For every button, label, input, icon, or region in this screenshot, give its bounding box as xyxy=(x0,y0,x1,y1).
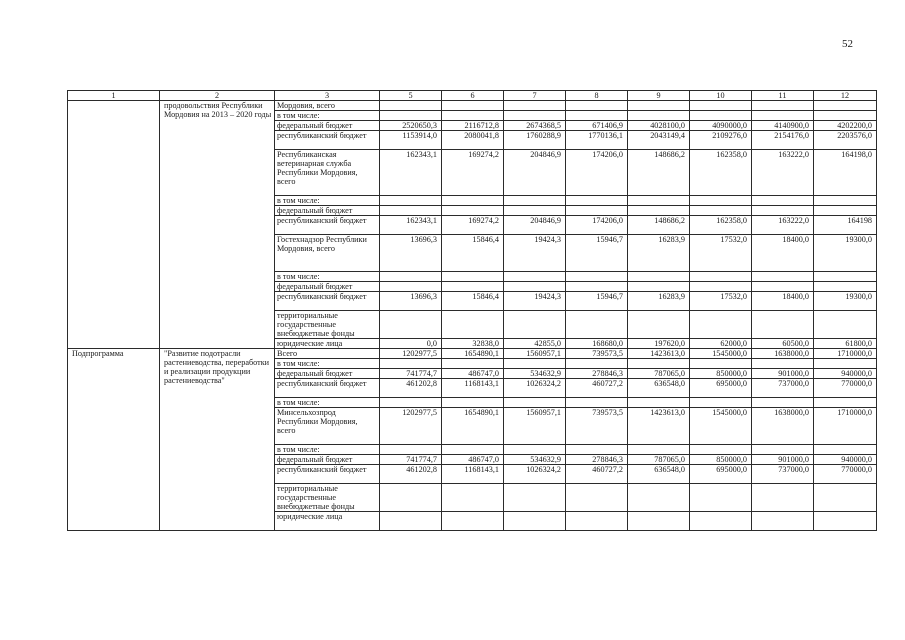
amount-cell xyxy=(628,484,690,512)
amount-cell: 42855,0 xyxy=(504,339,566,349)
page-number: 52 xyxy=(842,38,853,50)
amount-cell xyxy=(752,282,814,292)
amount-cell xyxy=(380,311,442,339)
amount-cell: 19300,0 xyxy=(814,292,877,311)
amount-cell xyxy=(442,398,504,408)
funding-source-cell: территориальные государственные внебюджетные фонды xyxy=(275,311,380,339)
amount-cell: 60500,0 xyxy=(752,339,814,349)
funding-source-cell: федеральный бюджет xyxy=(275,121,380,131)
amount-cell xyxy=(504,196,566,206)
amount-cell: 17532,0 xyxy=(690,292,752,311)
amount-cell: 174206,0 xyxy=(566,150,628,196)
funding-source-cell: территориальные государственные внебюджетные фонды xyxy=(275,484,380,512)
amount-cell: 19424,3 xyxy=(504,235,566,272)
amount-cell: 741774,7 xyxy=(380,369,442,379)
amount-cell: 695000,0 xyxy=(690,465,752,484)
amount-cell: 940000,0 xyxy=(814,369,877,379)
amount-cell xyxy=(442,111,504,121)
amount-cell xyxy=(566,282,628,292)
amount-cell xyxy=(380,359,442,369)
amount-cell: 174206,0 xyxy=(566,216,628,235)
amount-cell xyxy=(442,272,504,282)
amount-cell xyxy=(566,196,628,206)
amount-cell: 461202,8 xyxy=(380,465,442,484)
amount-cell: 1423613,0 xyxy=(628,408,690,445)
amount-cell: 2520650,3 xyxy=(380,121,442,131)
amount-cell: 13696,3 xyxy=(380,292,442,311)
amount-cell: 2116712,8 xyxy=(442,121,504,131)
amount-cell: 636548,0 xyxy=(628,379,690,398)
amount-cell: 1710000,0 xyxy=(814,408,877,445)
funding-source-cell: республиканский бюджет xyxy=(275,131,380,150)
funding-source-cell: Мордовия, всего xyxy=(275,101,380,111)
amount-cell: 16283,9 xyxy=(628,235,690,272)
amount-cell xyxy=(566,111,628,121)
amount-cell: 61800,0 xyxy=(814,339,877,349)
amount-cell xyxy=(504,111,566,121)
funding-source-cell: республиканский бюджет xyxy=(275,216,380,235)
amount-cell xyxy=(628,206,690,216)
amount-cell xyxy=(690,398,752,408)
amount-cell: 15846,4 xyxy=(442,292,504,311)
amount-cell xyxy=(504,101,566,111)
funding-source-cell: республиканский бюджет xyxy=(275,465,380,484)
amount-cell xyxy=(566,101,628,111)
funding-source-cell: в том числе: xyxy=(275,398,380,408)
amount-cell xyxy=(752,398,814,408)
funding-source-cell: в том числе: xyxy=(275,272,380,282)
amount-cell xyxy=(690,206,752,216)
amount-cell xyxy=(628,359,690,369)
amount-cell xyxy=(752,196,814,206)
col-header: 1 xyxy=(68,91,160,101)
amount-cell: 164198 xyxy=(814,216,877,235)
amount-cell: 18400,0 xyxy=(752,292,814,311)
table-row xyxy=(68,349,877,359)
budget-table xyxy=(67,90,877,531)
amount-cell: 460727,2 xyxy=(566,379,628,398)
amount-cell: 1202977,5 xyxy=(380,408,442,445)
funding-source-cell: Всего xyxy=(275,349,380,359)
program-type-cell: Подпрограмма xyxy=(68,349,160,531)
amount-cell xyxy=(814,311,877,339)
funding-source-cell: юридические лица xyxy=(275,339,380,349)
amount-cell: 741774,7 xyxy=(380,455,442,465)
amount-cell: 4090000,0 xyxy=(690,121,752,131)
amount-cell: 1168143,1 xyxy=(442,379,504,398)
amount-cell xyxy=(814,512,877,531)
amount-cell xyxy=(752,311,814,339)
amount-cell: 1026324,2 xyxy=(504,379,566,398)
amount-cell: 1638000,0 xyxy=(752,408,814,445)
amount-cell: 787065,0 xyxy=(628,455,690,465)
amount-cell xyxy=(690,282,752,292)
amount-cell xyxy=(814,111,877,121)
amount-cell: 169274,2 xyxy=(442,150,504,196)
amount-cell xyxy=(566,484,628,512)
amount-cell xyxy=(566,398,628,408)
amount-cell xyxy=(752,484,814,512)
amount-cell: 4028100,0 xyxy=(628,121,690,131)
amount-cell xyxy=(504,484,566,512)
amount-cell xyxy=(628,512,690,531)
amount-cell xyxy=(814,398,877,408)
amount-cell: 739573,5 xyxy=(566,408,628,445)
amount-cell: 1560957,1 xyxy=(504,349,566,359)
funding-source-cell: в том числе: xyxy=(275,359,380,369)
amount-cell xyxy=(566,359,628,369)
funding-source-cell: Гостехнадзор Республики Мордовия, всего xyxy=(275,235,380,272)
col-header: 12 xyxy=(814,91,877,101)
amount-cell: 1168143,1 xyxy=(442,465,504,484)
amount-cell xyxy=(690,512,752,531)
amount-cell: 148686,2 xyxy=(628,216,690,235)
amount-cell xyxy=(752,111,814,121)
amount-cell: 1423613,0 xyxy=(628,349,690,359)
amount-cell xyxy=(690,101,752,111)
amount-cell: 1026324,2 xyxy=(504,465,566,484)
col-header: 10 xyxy=(690,91,752,101)
amount-cell: 162343,1 xyxy=(380,216,442,235)
amount-cell xyxy=(566,206,628,216)
amount-cell xyxy=(690,359,752,369)
amount-cell xyxy=(442,196,504,206)
amount-cell: 2043149,4 xyxy=(628,131,690,150)
funding-source-cell: федеральный бюджет xyxy=(275,369,380,379)
amount-cell: 164198,0 xyxy=(814,150,877,196)
amount-cell: 461202,8 xyxy=(380,379,442,398)
amount-cell: 534632,9 xyxy=(504,455,566,465)
amount-cell xyxy=(442,101,504,111)
amount-cell: 486747,0 xyxy=(442,369,504,379)
amount-cell: 850000,0 xyxy=(690,369,752,379)
amount-cell xyxy=(752,359,814,369)
amount-cell xyxy=(380,196,442,206)
col-header: 7 xyxy=(504,91,566,101)
amount-cell: 770000,0 xyxy=(814,379,877,398)
amount-cell: 1770136,1 xyxy=(566,131,628,150)
program-type-cell xyxy=(68,101,160,349)
amount-cell: 4140900,0 xyxy=(752,121,814,131)
amount-cell xyxy=(380,111,442,121)
funding-source-cell: Минсельхозпрод Республики Мордовия, всего xyxy=(275,408,380,445)
amount-cell: 2080041,8 xyxy=(442,131,504,150)
col-header: 9 xyxy=(628,91,690,101)
amount-cell: 13696,3 xyxy=(380,235,442,272)
amount-cell: 1545000,0 xyxy=(690,408,752,445)
amount-cell: 15846,4 xyxy=(442,235,504,272)
amount-cell: 2154176,0 xyxy=(752,131,814,150)
amount-cell xyxy=(690,272,752,282)
amount-cell: 17532,0 xyxy=(690,235,752,272)
amount-cell: 460727,2 xyxy=(566,465,628,484)
amount-cell: 534632,9 xyxy=(504,369,566,379)
amount-cell xyxy=(814,359,877,369)
amount-cell xyxy=(504,445,566,455)
funding-source-cell: федеральный бюджет xyxy=(275,282,380,292)
amount-cell: 1710000,0 xyxy=(814,349,877,359)
amount-cell: 1654890,1 xyxy=(442,408,504,445)
amount-cell xyxy=(814,445,877,455)
funding-source-cell: в том числе: xyxy=(275,445,380,455)
amount-cell xyxy=(504,359,566,369)
amount-cell xyxy=(442,359,504,369)
amount-cell xyxy=(442,282,504,292)
amount-cell xyxy=(442,311,504,339)
amount-cell: 169274,2 xyxy=(442,216,504,235)
amount-cell xyxy=(380,512,442,531)
amount-cell: 737000,0 xyxy=(752,465,814,484)
funding-source-cell: в том числе: xyxy=(275,111,380,121)
amount-cell: 1760288,9 xyxy=(504,131,566,150)
amount-cell: 787065,0 xyxy=(628,369,690,379)
col-header: 2 xyxy=(160,91,275,101)
amount-cell: 1153914,0 xyxy=(380,131,442,150)
amount-cell xyxy=(504,272,566,282)
amount-cell xyxy=(752,272,814,282)
funding-source-cell: республиканский бюджет xyxy=(275,379,380,398)
amount-cell: 1638000,0 xyxy=(752,349,814,359)
amount-cell: 901000,0 xyxy=(752,455,814,465)
amount-cell xyxy=(690,445,752,455)
amount-cell xyxy=(380,101,442,111)
amount-cell xyxy=(752,512,814,531)
program-name-cell: продовольствия Республики Мордовия на 2013 – 2020 годы xyxy=(160,101,275,349)
amount-cell xyxy=(628,398,690,408)
amount-cell: 901000,0 xyxy=(752,369,814,379)
amount-cell: 2109276,0 xyxy=(690,131,752,150)
amount-cell: 4202200,0 xyxy=(814,121,877,131)
amount-cell xyxy=(814,484,877,512)
amount-cell xyxy=(504,206,566,216)
amount-cell xyxy=(504,311,566,339)
amount-cell xyxy=(380,445,442,455)
table-row xyxy=(68,101,877,111)
funding-source-cell: в том числе: xyxy=(275,196,380,206)
amount-cell xyxy=(566,512,628,531)
amount-cell: 62000,0 xyxy=(690,339,752,349)
amount-cell: 737000,0 xyxy=(752,379,814,398)
amount-cell: 18400,0 xyxy=(752,235,814,272)
amount-cell: 19424,3 xyxy=(504,292,566,311)
amount-cell xyxy=(380,484,442,512)
amount-cell: 1654890,1 xyxy=(442,349,504,359)
amount-cell xyxy=(628,282,690,292)
amount-cell xyxy=(628,272,690,282)
amount-cell: 278846,3 xyxy=(566,455,628,465)
amount-cell: 1202977,5 xyxy=(380,349,442,359)
amount-cell xyxy=(690,111,752,121)
amount-cell: 2674368,5 xyxy=(504,121,566,131)
amount-cell xyxy=(752,101,814,111)
amount-cell xyxy=(442,484,504,512)
amount-cell: 486747,0 xyxy=(442,455,504,465)
amount-cell xyxy=(504,512,566,531)
amount-cell: 671406,9 xyxy=(566,121,628,131)
amount-cell xyxy=(380,206,442,216)
amount-cell xyxy=(752,206,814,216)
amount-cell xyxy=(380,398,442,408)
amount-cell xyxy=(442,206,504,216)
funding-source-cell: республиканский бюджет xyxy=(275,292,380,311)
amount-cell xyxy=(566,445,628,455)
amount-cell xyxy=(690,311,752,339)
header-row xyxy=(68,91,877,101)
amount-cell: 16283,9 xyxy=(628,292,690,311)
amount-cell xyxy=(628,101,690,111)
amount-cell: 19300,0 xyxy=(814,235,877,272)
amount-cell: 278846,3 xyxy=(566,369,628,379)
amount-cell: 148686,2 xyxy=(628,150,690,196)
funding-source-cell: Республиканская ветеринарная служба Республики Мордовия, всего xyxy=(275,150,380,196)
funding-source-cell: федеральный бюджет xyxy=(275,455,380,465)
amount-cell: 695000,0 xyxy=(690,379,752,398)
amount-cell: 1560957,1 xyxy=(504,408,566,445)
col-header: 8 xyxy=(566,91,628,101)
funding-source-cell: федеральный бюджет xyxy=(275,206,380,216)
col-header: 11 xyxy=(752,91,814,101)
amount-cell: 163222,0 xyxy=(752,150,814,196)
amount-cell: 32838,0 xyxy=(442,339,504,349)
amount-cell xyxy=(380,282,442,292)
amount-cell xyxy=(752,445,814,455)
amount-cell xyxy=(566,272,628,282)
amount-cell: 204846,9 xyxy=(504,150,566,196)
amount-cell: 940000,0 xyxy=(814,455,877,465)
amount-cell xyxy=(504,282,566,292)
amount-cell: 162358,0 xyxy=(690,150,752,196)
amount-cell xyxy=(380,272,442,282)
amount-cell: 15946,7 xyxy=(566,292,628,311)
amount-cell: 163222,0 xyxy=(752,216,814,235)
amount-cell: 770000,0 xyxy=(814,465,877,484)
amount-cell xyxy=(442,445,504,455)
amount-cell xyxy=(690,196,752,206)
amount-cell xyxy=(442,512,504,531)
amount-cell: 2203576,0 xyxy=(814,131,877,150)
amount-cell xyxy=(504,398,566,408)
amount-cell xyxy=(814,272,877,282)
amount-cell: 162358,0 xyxy=(690,216,752,235)
amount-cell xyxy=(814,101,877,111)
amount-cell xyxy=(628,111,690,121)
amount-cell: 15946,7 xyxy=(566,235,628,272)
amount-cell xyxy=(814,282,877,292)
col-header: 6 xyxy=(442,91,504,101)
amount-cell: 850000,0 xyxy=(690,455,752,465)
amount-cell xyxy=(690,484,752,512)
col-header: 5 xyxy=(380,91,442,101)
amount-cell: 636548,0 xyxy=(628,465,690,484)
amount-cell: 0,0 xyxy=(380,339,442,349)
amount-cell: 168680,0 xyxy=(566,339,628,349)
amount-cell xyxy=(628,445,690,455)
amount-cell: 162343,1 xyxy=(380,150,442,196)
amount-cell: 1545000,0 xyxy=(690,349,752,359)
amount-cell xyxy=(814,206,877,216)
program-name-cell: "Развитие подотрасли растениеводства, переработки и реализации продукции растениеводства" xyxy=(160,349,275,531)
amount-cell xyxy=(566,311,628,339)
funding-source-cell: юридические лица xyxy=(275,512,380,531)
amount-cell xyxy=(814,196,877,206)
amount-cell: 739573,5 xyxy=(566,349,628,359)
amount-cell xyxy=(628,311,690,339)
amount-cell: 197620,0 xyxy=(628,339,690,349)
amount-cell: 204846,9 xyxy=(504,216,566,235)
amount-cell xyxy=(628,196,690,206)
col-header: 3 xyxy=(275,91,380,101)
